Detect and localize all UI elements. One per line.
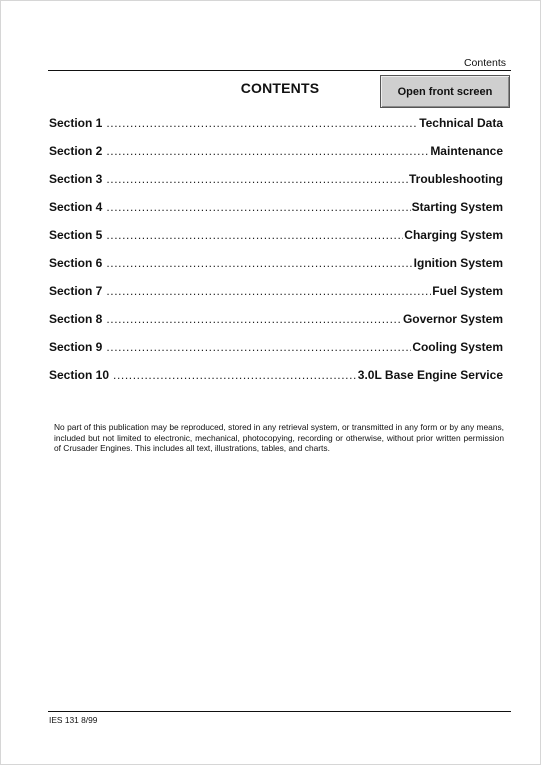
copyright-notice: No part of this publication may be reproduced, stored in any retrieval system, or transmitted in any form or by any means, included but not limited to electronic, mechanical, photocopying, recording or otherwise, without prior written permission of Crusader Engines. This includes all text, illustrations, tables, and charts. <box>54 422 504 454</box>
toc-entry-section-7[interactable] <box>49 284 503 312</box>
toc-dot-leader <box>106 228 403 242</box>
toc-section-title: Governor System <box>402 312 503 326</box>
running-header: Contents <box>463 57 506 69</box>
toc-entry-section-10[interactable] <box>49 368 503 396</box>
document-code: IES 131 8/99 <box>49 715 98 725</box>
toc-section-label: Section 10 <box>49 368 110 382</box>
toc-section-label: Section 4 <box>49 200 103 214</box>
toc-section-title: Ignition System <box>413 256 503 270</box>
toc-section-title: Maintenance <box>430 144 503 158</box>
toc-section-title: Troubleshooting <box>409 172 503 186</box>
toc-dot-leader <box>106 116 418 130</box>
toc-entry-section-4[interactable] <box>49 200 503 228</box>
toc-dot-leader <box>106 312 402 326</box>
toc-entry-section-8[interactable] <box>49 312 503 340</box>
toc-section-title: Charging System <box>404 228 503 242</box>
toc-entry-section-3[interactable] <box>49 172 503 200</box>
toc-section-label: Section 5 <box>49 228 103 242</box>
toc-dot-leader <box>106 284 431 298</box>
toc-section-label: Section 8 <box>49 312 103 326</box>
toc-section-title: 3.0L Base Engine Service <box>357 368 503 382</box>
page-title: CONTENTS <box>240 80 320 96</box>
open-front-screen-button[interactable]: Open front screen <box>380 75 510 108</box>
toc-dot-leader <box>106 256 412 270</box>
toc-section-label: Section 3 <box>49 172 103 186</box>
toc-dot-leader <box>106 144 429 158</box>
header-rule <box>48 70 511 71</box>
toc-section-title: Fuel System <box>432 284 503 298</box>
toc-section-title: Technical Data <box>419 116 503 130</box>
toc-dot-leader <box>106 172 408 186</box>
footer-rule <box>48 711 511 712</box>
toc-section-title: Starting System <box>411 200 503 214</box>
toc-section-label: Section 7 <box>49 284 103 298</box>
toc-section-label: Section 2 <box>49 144 103 158</box>
toc-entry-section-2[interactable] <box>49 144 503 172</box>
toc-entry-section-6[interactable] <box>49 256 503 284</box>
toc-dot-leader <box>106 340 411 354</box>
toc-entry-section-9[interactable] <box>49 340 503 368</box>
table-of-contents <box>49 116 503 396</box>
toc-section-label: Section 1 <box>49 116 103 130</box>
toc-entry-section-5[interactable] <box>49 228 503 256</box>
toc-entry-section-1[interactable] <box>49 116 503 144</box>
toc-dot-leader <box>106 200 410 214</box>
toc-section-label: Section 6 <box>49 256 103 270</box>
toc-section-label: Section 9 <box>49 340 103 354</box>
toc-section-title: Cooling System <box>412 340 503 354</box>
toc-dot-leader <box>113 368 357 382</box>
